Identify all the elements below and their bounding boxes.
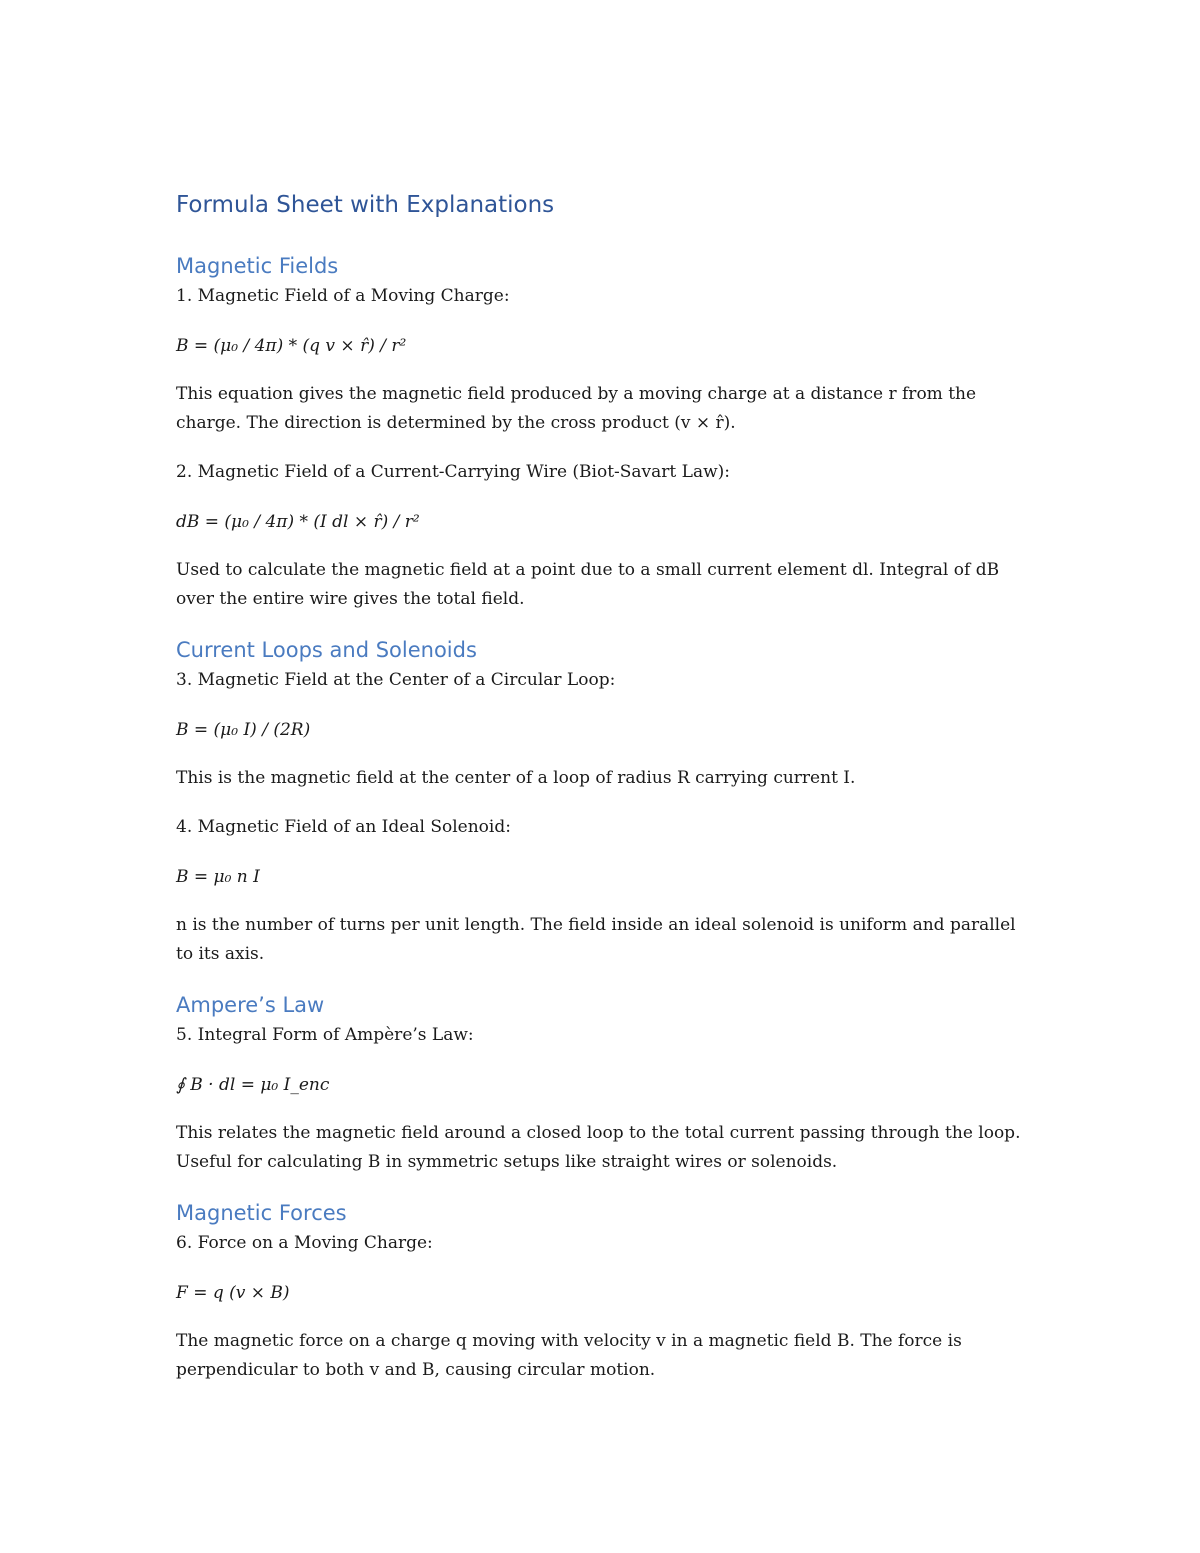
formula-item-title: 2. Magnetic Field of a Current-Carrying Wire (Biot-Savart Law): (176, 462, 730, 482)
section-heading: Magnetic Forces (176, 1201, 347, 1225)
section-magnetic-fields (176, 250, 1036, 614)
formula-expression: dB = (μ₀ / 4π) * (I dl × r̂) / r² (176, 512, 420, 532)
formula-item-title: 3. Magnetic Field at the Center of a Circular Loop: (176, 670, 616, 690)
formula-explanation: This relates the magnetic field around a closed loop to the total current passing through the loop. Useful for calculating B in symmetric setups like straight wires or solenoids. (176, 1123, 1021, 1172)
formula-explanation: Used to calculate the magnetic field at a point due to a small current element dl. Integral of dB over the entire wire gives the total field. (176, 560, 1000, 609)
formula-item-title: 5. Integral Form of Ampère’s Law: (176, 1025, 474, 1045)
document-content (176, 188, 1036, 1405)
section-amperes-law (176, 989, 1036, 1177)
formula-explanation: n is the number of turns per unit length. The field inside an ideal solenoid is uniform and parallel to its axis. (176, 915, 1016, 964)
section-current-loops-solenoids (176, 634, 1036, 969)
formula-expression: ∮ B · dl = μ₀ I_enc (176, 1075, 330, 1095)
page-title: Formula Sheet with Explanations (176, 192, 555, 218)
formula-expression: B = μ₀ n I (176, 867, 260, 887)
formula-expression: B = (μ₀ I) / (2R) (176, 720, 311, 740)
formula-explanation: This equation gives the magnetic field produced by a moving charge at a distance r from the charge. The direction is determined by the cross product (v × r̂). (176, 384, 977, 433)
section-heading: Magnetic Fields (176, 254, 339, 278)
formula-item-title: 4. Magnetic Field of an Ideal Solenoid: (176, 817, 511, 837)
section-heading: Current Loops and Solenoids (176, 638, 477, 662)
formula-explanation: This is the magnetic field at the center of a loop of radius R carrying current I. (176, 768, 856, 788)
section-heading: Ampere’s Law (176, 993, 325, 1017)
formula-item-title: 1. Magnetic Field of a Moving Charge: (176, 286, 510, 306)
formula-item-title: 6. Force on a Moving Charge: (176, 1233, 433, 1253)
section-magnetic-forces (176, 1197, 1036, 1385)
formula-expression: B = (μ₀ / 4π) * (q v × r̂) / r² (176, 336, 407, 356)
formula-explanation: The magnetic force on a charge q moving with velocity v in a magnetic field B. The force is perpendicular to both v and B, causing circular motion. (176, 1331, 962, 1380)
formula-expression: F = q (v × B) (176, 1283, 290, 1303)
